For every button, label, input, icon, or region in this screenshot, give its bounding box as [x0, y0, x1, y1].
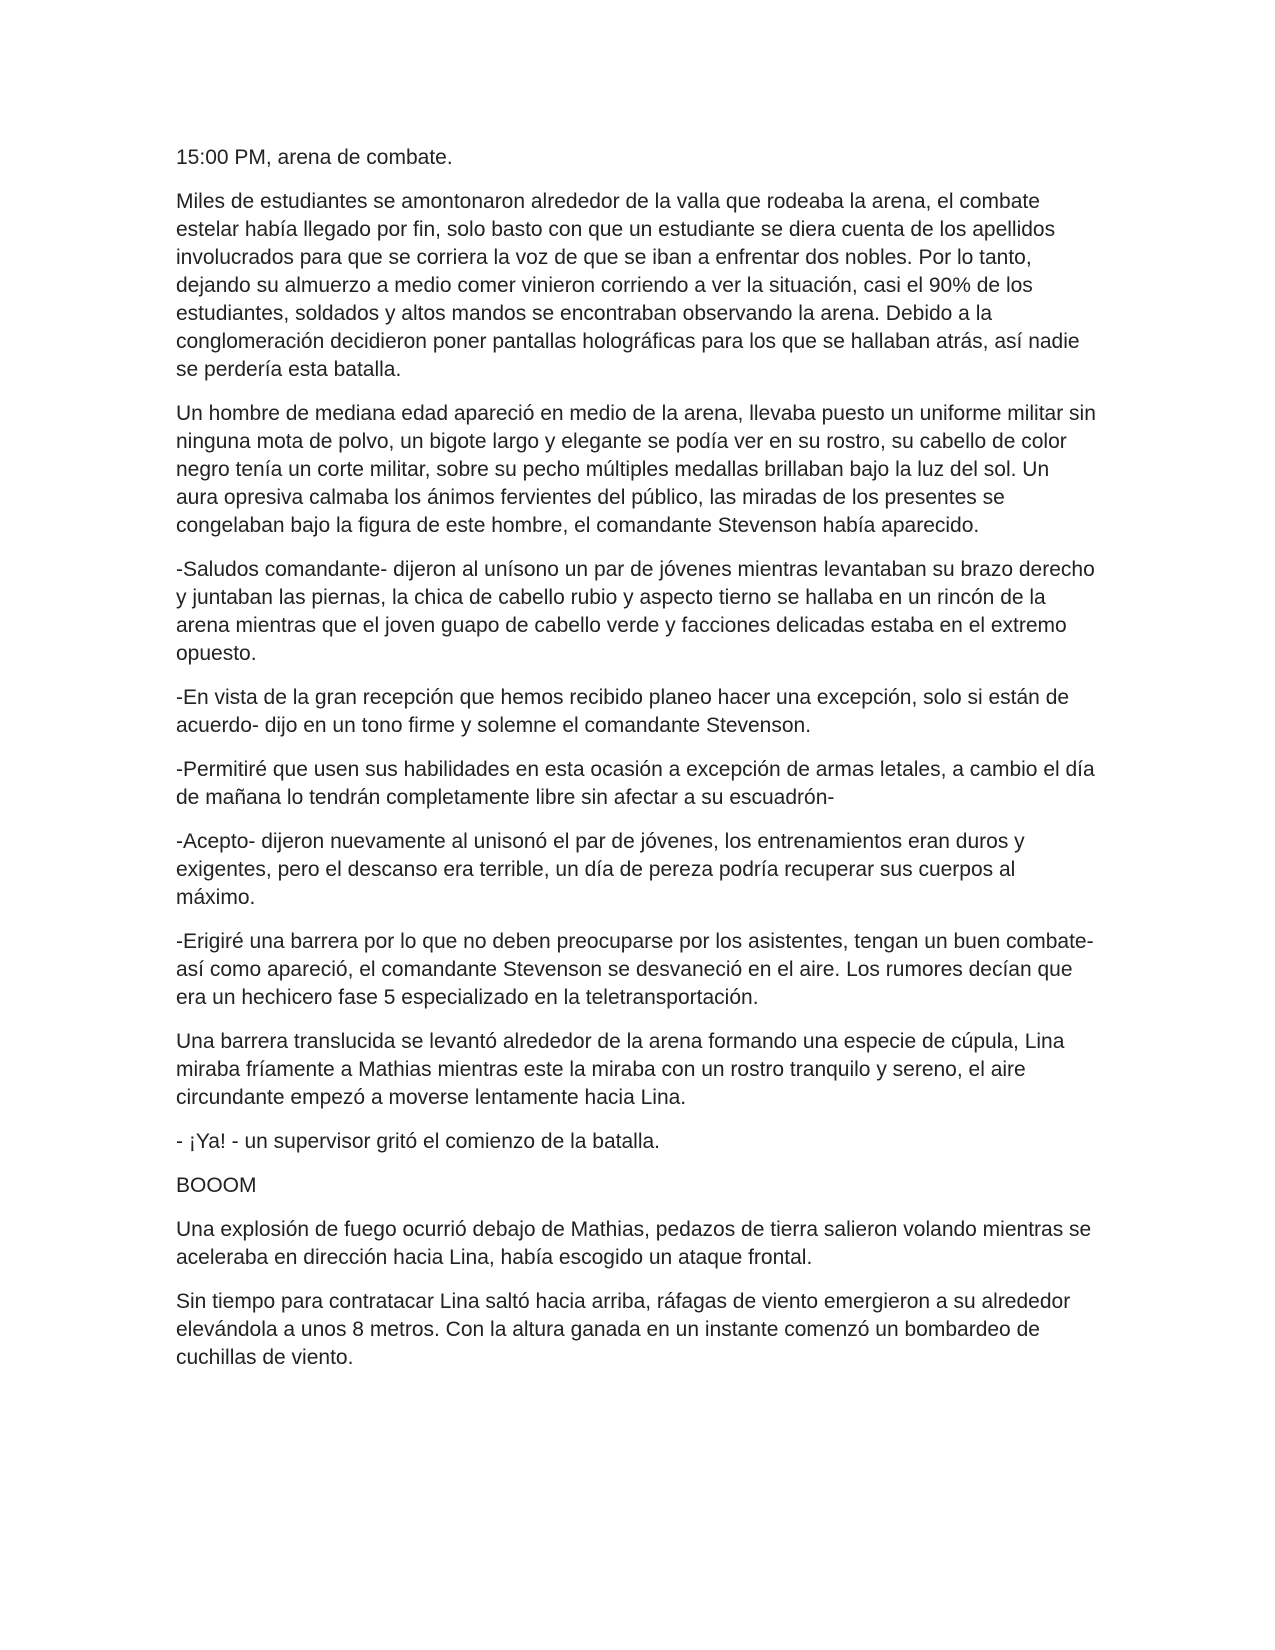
paragraph-students-gather: Miles de estudiantes se amontonaron alrededor de la valla que rodeaba la arena, el combate estelar había llegado por fin, solo basto con que un estudiante se diera cuenta de los apellidos involucrados para que se corriera la voz de que se iban a enfrentar dos nobles. Por lo tanto, dejando su almuerzo a medio comer vinieron corriendo a ver la situación, casi el 90% de los estudiantes, soldados y altos mandos se encontraban observando la arena. Debido a la conglomeración decidieron poner pantallas holográficas para los que se hallaban atrás, así nadie se perdería esta batalla.	[176, 190, 1080, 381]
paragraph-time-location: 15:00 PM, arena de combate.	[176, 146, 453, 169]
paragraph-accept: -Acepto- dijeron nuevamente al unisonó el par de jóvenes, los entrenamientos eran duros y exigentes, pero el descanso era terrible, un día de pereza podría recuperar sus cuerpos al máximo.	[176, 830, 1025, 909]
paragraph-greeting: -Saludos comandante- dijeron al unísono un par de jóvenes mientras levantaban su brazo derecho y juntaban las piernas, la chica de cabello rubio y aspecto tierno se hallaba en un rincón de la arena mientras que el joven guapo de cabello verde y facciones delicadas estaba en el extremo opuesto.	[176, 558, 1095, 665]
paragraph-explosion: Una explosión de fuego ocurrió debajo de Mathias, pedazos de tierra salieron volando mientras se aceleraba en dirección hacia Lina, había escogido un ataque frontal.	[176, 1218, 1092, 1269]
paragraph-counter: Sin tiempo para contratacar Lina saltó hacia arriba, ráfagas de viento emergieron a su alrededor elevándola a unos 8 metros. Con la altura ganada en un instante comenzó un bombardeo de cuchillas de viento.	[176, 1290, 1071, 1369]
paragraph-start-signal: - ¡Ya! - un supervisor gritó el comienzo de la batalla.	[176, 1130, 661, 1153]
paragraph-boom: BOOOM	[176, 1174, 257, 1197]
paragraph-barrier: -Erigiré una barrera por lo que no deben preocuparse por los asistentes, tengan un buen combate- así como apareció, el comandante Stevenson se desvaneció en el aire. Los rumores decían que era un hechicero fase 5 especializado en la teletransportación.	[176, 930, 1094, 1009]
paragraph-abilities: -Permitiré que usen sus habilidades en esta ocasión a excepción de armas letales, a cambio el día de mañana lo tendrán completamente libre sin afectar a su escuadrón-	[176, 758, 1095, 809]
paragraph-dome: Una barrera translucida se levantó alrededor de la arena formando una especie de cúpula, Lina miraba fríamente a Mathias mientras este la miraba con un rostro tranquilo y sereno, el aire circundante empezó a moverse lentamente hacia Lina.	[176, 1030, 1065, 1109]
paragraph-commander-appears: Un hombre de mediana edad apareció en medio de la arena, llevaba puesto un uniforme militar sin ninguna mota de polvo, un bigote largo y elegante se podía ver en su rostro, su cabello de color negro tenía un corte militar, sobre su pecho múltiples medallas brillaban bajo la luz del sol. Un aura opresiva calmaba los ánimos fervientes del público, las miradas de los presentes se congelaban bajo la figura de este hombre, el comandante Stevenson había aparecido.	[176, 402, 1096, 537]
paragraph-exception: -En vista de la gran recepción que hemos recibido planeo hacer una excepción, solo si están de acuerdo- dijo en un tono firme y solemne el comandante Stevenson.	[176, 686, 1070, 737]
document-body	[176, 144, 1096, 1372]
